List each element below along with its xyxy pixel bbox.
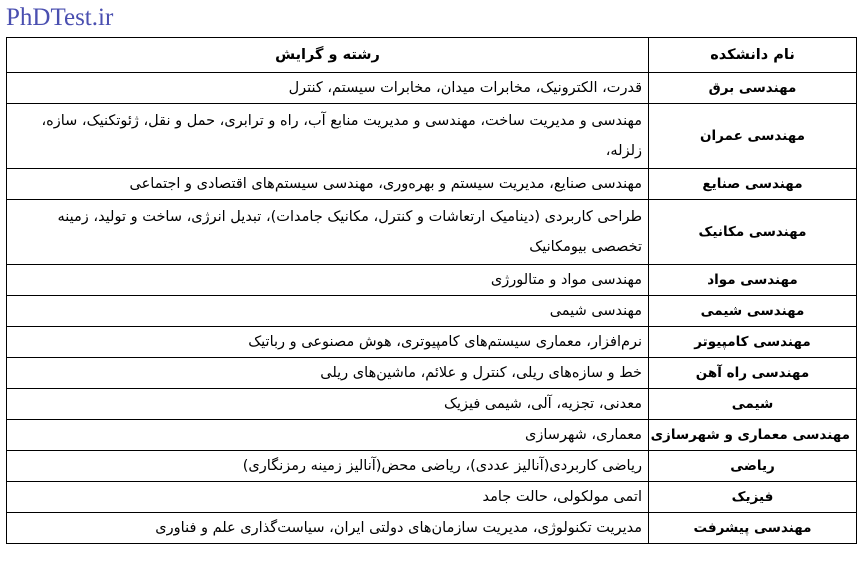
table-row — [7, 327, 857, 358]
table-row — [7, 200, 857, 265]
header-faculty: نام دانشکده — [649, 38, 857, 73]
field-list: نرم‌افزار، معماری سیستم‌های کامپیوتری، هوش مصنوعی و رباتیک — [7, 327, 649, 358]
field-list: طراحی کاربردی (دینامیک ارتعاشات و کنترل، مکانیک جامدات)، تبدیل انرژی، ساخت و تولید، زمینه تخصصی بیومکانیک — [7, 200, 649, 265]
table-row — [7, 296, 857, 327]
field-list: اتمی مولکولی، حالت جامد — [7, 482, 649, 513]
faculty-name: مهندسی معماری و شهرسازی — [649, 420, 857, 451]
table-row — [7, 104, 857, 169]
field-list: قدرت، الکترونیک، مخابرات میدان، مخابرات سیستم، کنترل — [7, 73, 649, 104]
faculty-name: مهندسی راه آهن — [649, 358, 857, 389]
table-row — [7, 420, 857, 451]
faculty-name: فیزیک — [649, 482, 857, 513]
field-list: مهندسی صنایع، مدیریت سیستم و بهره‌وری، مهندسی سیستم‌های اقتصادی و اجتماعی — [7, 169, 649, 200]
faculty-name: مهندسی شیمی — [649, 296, 857, 327]
faculty-name: شیمی — [649, 389, 857, 420]
table-header-row — [7, 38, 857, 73]
field-list: مهندسی شیمی — [7, 296, 649, 327]
table-row — [7, 73, 857, 104]
table-row — [7, 482, 857, 513]
table-row — [7, 169, 857, 200]
faculty-name: ریاضی — [649, 451, 857, 482]
table-row — [7, 451, 857, 482]
table-row — [7, 358, 857, 389]
table-row — [7, 265, 857, 296]
faculty-name: مهندسی پیشرفت — [649, 513, 857, 544]
faculty-name: مهندسی برق — [649, 73, 857, 104]
faculty-name: مهندسی مکانیک — [649, 200, 857, 265]
faculty-fields-table — [6, 37, 857, 544]
field-list: خط و سازه‌های ریلی، کنترل و علائم، ماشین‌های ریلی — [7, 358, 649, 389]
field-list: مهندسی مواد و متالورژی — [7, 265, 649, 296]
header-field: رشته و گرایش — [7, 38, 649, 73]
faculty-name: مهندسی کامپیوتر — [649, 327, 857, 358]
field-list: ریاضی کاربردی(آنالیز عددی)، ریاضی محض(آنالیز زمینه رمزنگاری) — [7, 451, 649, 482]
field-list: مدیریت تکنولوژی، مدیریت سازمان‌های دولتی ایران، سیاست‌گذاری علم و فناوری — [7, 513, 649, 544]
site-watermark: PhDTest.ir — [6, 4, 114, 31]
faculty-name: مهندسی عمران — [649, 104, 857, 169]
field-list: معدنی، تجزیه، آلی، شیمی فیزیک — [7, 389, 649, 420]
faculty-name: مهندسی صنایع — [649, 169, 857, 200]
table-row — [7, 513, 857, 544]
field-list: معماری، شهرسازی — [7, 420, 649, 451]
table-row — [7, 389, 857, 420]
field-list: مهندسی و مدیریت ساخت، مهندسی و مدیریت منابع آب، راه و ترابری، حمل و نقل، ژئوتکنیک، سازه، زلزله، — [7, 104, 649, 169]
faculty-name: مهندسی مواد — [649, 265, 857, 296]
